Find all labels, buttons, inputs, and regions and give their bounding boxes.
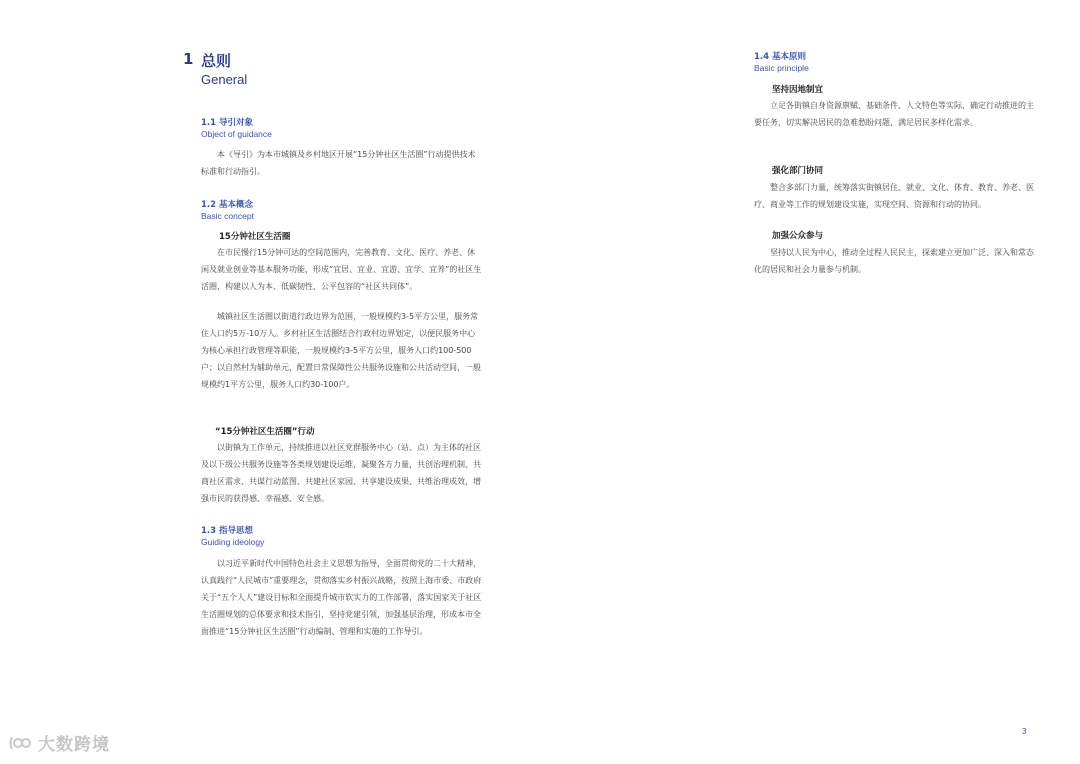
section-1-2-title-en: Basic concept <box>201 211 254 221</box>
principle-paragraph-2: 整合多部门力量，统筹落实街镇居住、就业、文化、体育、教育、养老、医疗、商业等工作的规划建设实施，实现空间、资源和行动的协同。 <box>754 183 1034 209</box>
section-1-2-title: 1.2 基本概念 <box>201 200 254 210</box>
watermark <box>8 730 110 755</box>
concept-paragraph-1: 在市民慢行15分钟可达的空间范围内，完善教育、文化、医疗、养老、休闲及就业创业等基本服务功能，形成“宜居、宜业、宜游、宜学、宜养”的社区生活圈，构建以人为本、低碳韧性、公平包容的“社区共同体”。 <box>201 248 482 291</box>
section-1-1-title: 1.1 导引对象 <box>201 118 254 128</box>
watermark-text: 大数跨境 <box>38 735 110 755</box>
subheading-15-minute-life-circle: 15分钟社区生活圈 <box>219 232 291 242</box>
subheading-department-coordination: 强化部门协同 <box>772 166 824 176</box>
section-1-1-paragraph: 本《导引》为本市城镇及乡村地区开展“15分钟社区生活圈”行动提供技术标准和行动指引。 <box>201 150 476 176</box>
chapter-title: 总则 <box>201 52 232 70</box>
subheading-adapt-local: 坚持因地制宜 <box>772 85 824 95</box>
subheading-life-circle-action: “15分钟社区生活圈”行动 <box>215 427 315 437</box>
section-1-3-title-en: Guiding ideology <box>201 537 265 547</box>
concept-paragraph-2: 城镇社区生活圈以街道行政边界为范围，一般规模约3-5平方公里，服务常住人口约5万-10万人。乡村社区生活圈结合行政村边界划定，以便民服务中心为核心承担行政管理等职能，一般规模约3-5平方公里，服务人口约100-500户；以自然村为辅助单元，配置日常保障性公共服务设施和公共活动空间，一般规模约1平方公里，服务人口约30-100户。 <box>201 312 481 389</box>
page-number: 3 <box>1022 727 1027 736</box>
section-1-1-title-en: Object of guidance <box>201 129 272 139</box>
section-1-4-title: 1.4 基本原则 <box>754 52 807 62</box>
chapter-number: 1 <box>183 50 194 68</box>
section-1-4-title-en: Basic principle <box>754 63 809 73</box>
subheading-public-participation: 加强公众参与 <box>772 231 824 241</box>
chapter-title-en: General <box>201 72 248 87</box>
watermark-logo-icon <box>8 733 34 753</box>
concept-paragraph-3: 以街镇为工作单元，持续推进以社区党群服务中心（站、点）为主体的社区及以下级公共服务设施等各类规划建设运维，凝聚各方力量，共创治理机制、共商社区需求、共谋行动蓝图、共建社区家园、共享建设成果、共维治理成效，增强市民的获得感、幸福感、安全感。 <box>201 443 481 503</box>
principle-paragraph-1: 立足各街镇自身资源禀赋、基础条件、人文特色等实际，确定行动推进的主要任务，切实解决居民的急难愁盼问题，满足居民多样化需求。 <box>754 101 1034 127</box>
section-1-3-title: 1.3 指导思想 <box>201 526 254 536</box>
principle-paragraph-3: 坚持以人民为中心，推动全过程人民民主，探索建立更加广泛、深入和常态化的居民和社会力量参与机制。 <box>754 248 1034 274</box>
section-1-3-paragraph: 以习近平新时代中国特色社会主义思想为指导，全面贯彻党的二十大精神，认真践行“人民城市”重要理念，贯彻落实乡村振兴战略，按照上海市委、市政府关于“五个人人”建设目标和全面提升城市软实力的工作部署，落实国家关于社区生活圈规划的总体要求和技术指引，坚持党建引领，加强基层治理，形成本市全面推进“15分钟社区生活圈”行动编制、管理和实施的工作导引。 <box>201 559 482 636</box>
